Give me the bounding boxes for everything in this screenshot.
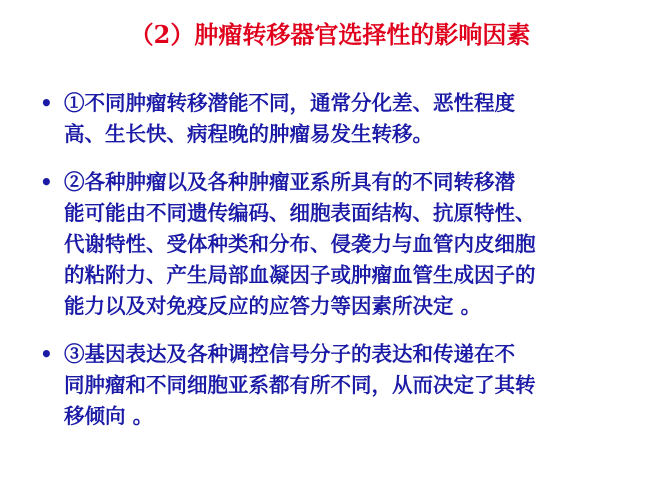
bullet-item-3 [0,339,624,432]
bullet-2-line-2: 能可能由不同遗传编码、细胞表面结构、抗原特性、 [64,201,536,225]
bullet-dot-icon: • [40,342,53,366]
bullet-3-line-3: 移倾向 。 [64,404,154,428]
bullet-1-line-2: 高、生长快、病程晚的肿瘤易发生转移。 [64,122,433,146]
bullet-dot-icon: • [40,170,53,194]
slide-title: （2）肿瘤转移器官选择性的影响因素 [129,20,531,49]
bullet-item-1 [0,88,624,150]
bullet-list [0,88,660,432]
bullet-3-line-2: 同肿瘤和不同细胞亚系都有所不同，从而决定了其转 [64,373,536,397]
bullet-item-2 [0,167,624,322]
bullet-3-line-1: ③基因表达及各种调控信号分子的表达和传递在不 [64,342,515,366]
bullet-2-line-4: 的粘附力、产生局部血凝因子或肿瘤血管生成因子的 [64,263,536,287]
bullet-2-line-1: ②各种肿瘤以及各种肿瘤亚系所具有的不同转移潜 [64,170,515,194]
bullet-2-line-5: 能力以及对免疫反应的应答力等因素所决定 。 [64,294,482,318]
bullet-dot-icon: • [40,91,53,115]
bullet-2-line-3: 代谢特性、受体种类和分布、侵袭力与血管内皮细胞 [64,232,536,256]
bullet-1-line-1: ①不同肿瘤转移潜能不同，通常分化差、恶性程度 [64,91,515,115]
